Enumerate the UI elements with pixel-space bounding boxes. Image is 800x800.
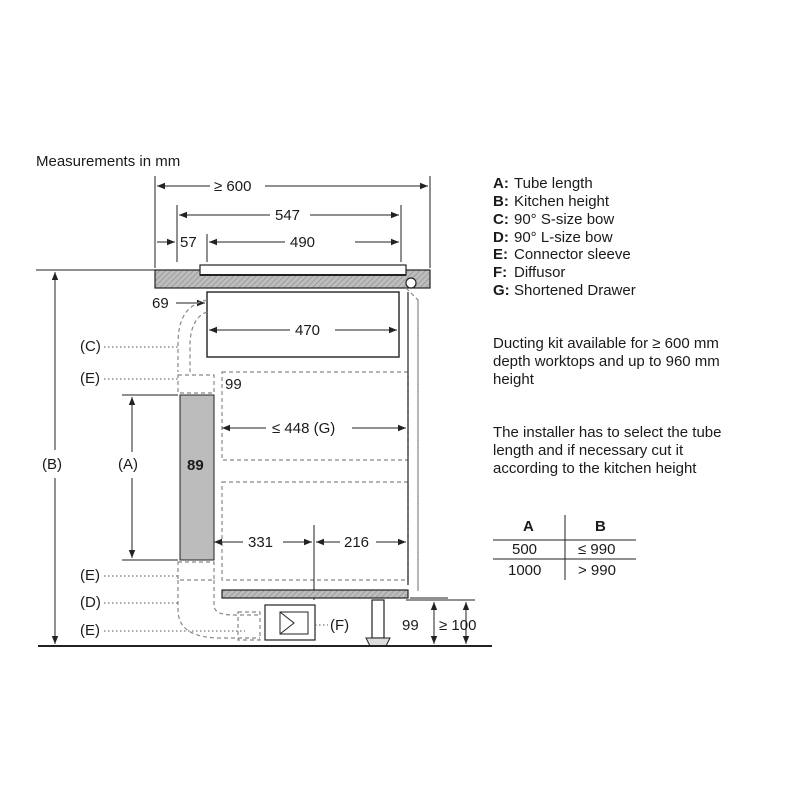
table-cell: 1000: [508, 562, 542, 579]
svg-text:according to the kitchen heigh: according to the kitchen height: [493, 460, 697, 477]
svg-text:Kitchen height: Kitchen height: [514, 193, 610, 210]
svg-text:F:: F:: [493, 264, 508, 281]
callout-f: [315, 617, 349, 634]
svg-text:(F): (F): [330, 617, 350, 634]
svg-text:(D): (D): [80, 594, 101, 611]
tube-width-label: 89: [187, 457, 204, 474]
dimension-hob-width: [177, 205, 401, 262]
table-cell: ≤ 990: [578, 541, 616, 558]
legend-item-c: [493, 211, 614, 228]
table-cell: 500: [512, 541, 538, 558]
svg-text:547: 547: [275, 207, 301, 224]
svg-text:C:: C:: [493, 211, 509, 228]
dimension-plinth: [402, 598, 476, 644]
sleeve-99-label: 99: [225, 376, 242, 393]
measurements-title: Measurements in mm: [36, 153, 181, 170]
table-header-a: A: [523, 518, 534, 535]
note-ducting-kit: [493, 335, 720, 388]
legend-item-g: [493, 282, 636, 299]
svg-text:(C): (C): [80, 338, 101, 355]
base-plinth: [222, 590, 408, 646]
legend-item-f: [493, 264, 565, 281]
svg-text:57: 57: [180, 234, 197, 251]
svg-text:216: 216: [344, 534, 370, 551]
svg-text:470: 470: [295, 322, 321, 339]
svg-text:E:: E:: [493, 246, 508, 263]
tube-length-table: [493, 515, 636, 580]
tube-a: [180, 395, 214, 560]
callout-c: [80, 338, 180, 355]
dimension-shortened-drawer: [222, 420, 406, 437]
worktop: [155, 265, 430, 288]
callout-e-mid: [80, 567, 180, 584]
svg-text:331: 331: [248, 534, 274, 551]
svg-text:≥ 600: ≥ 600: [214, 178, 252, 195]
svg-text:length and if necessary cut it: length and if necessary cut it: [493, 442, 684, 459]
svg-text:≤ 448 (G): ≤ 448 (G): [272, 420, 336, 437]
legend: [493, 175, 636, 299]
svg-text:Connector sleeve: Connector sleeve: [514, 246, 631, 263]
table-header-b: B: [595, 518, 606, 535]
cabinet-foot: [372, 600, 384, 638]
svg-text:G:: G:: [493, 282, 510, 299]
svg-text:Tube length: Tube length: [514, 175, 593, 192]
svg-text:(E): (E): [80, 567, 100, 584]
legend-item-a: [493, 175, 593, 192]
svg-text:Shortened Drawer: Shortened Drawer: [514, 282, 636, 299]
svg-text:D:: D:: [493, 229, 509, 246]
svg-text:Diffusor: Diffusor: [514, 264, 566, 281]
svg-text:(E): (E): [80, 622, 100, 639]
svg-text:The installer has to select th: The installer has to select the tube: [493, 424, 722, 441]
svg-text:height: height: [493, 371, 534, 388]
hob-body: [207, 292, 399, 357]
dimension-331-216: [214, 525, 406, 600]
legend-item-e: [493, 246, 631, 263]
svg-text:90° L-size bow: 90° L-size bow: [514, 229, 613, 246]
svg-text:99: 99: [402, 617, 419, 634]
dimension-tube-length: [118, 395, 178, 560]
svg-text:Ducting kit available for ≥ 60: Ducting kit available for ≥ 600 mm: [493, 335, 719, 352]
svg-text:(E): (E): [80, 370, 100, 387]
svg-text:A:: A:: [493, 175, 509, 192]
svg-text:490: 490: [290, 234, 316, 251]
svg-text:depth worktops and up to 960 m: depth worktops and up to 960 mm: [493, 353, 720, 370]
callout-e-bottom: [80, 622, 245, 639]
note-installer: [493, 424, 721, 477]
callout-e-top: [80, 370, 180, 387]
callout-d: [80, 594, 180, 611]
svg-text:69: 69: [152, 295, 169, 312]
legend-item-d: [493, 229, 613, 246]
hob-glass: [200, 265, 406, 275]
svg-text:(B): (B): [42, 456, 62, 473]
svg-text:≥ 100: ≥ 100: [439, 617, 477, 634]
legend-item-b: [493, 193, 610, 210]
svg-text:B:: B:: [493, 193, 509, 210]
dimension-hob-inner: [207, 234, 399, 262]
svg-text:(A): (A): [118, 456, 138, 473]
svg-text:90° S-size bow: 90° S-size bow: [514, 211, 615, 228]
table-cell: > 990: [578, 562, 616, 579]
